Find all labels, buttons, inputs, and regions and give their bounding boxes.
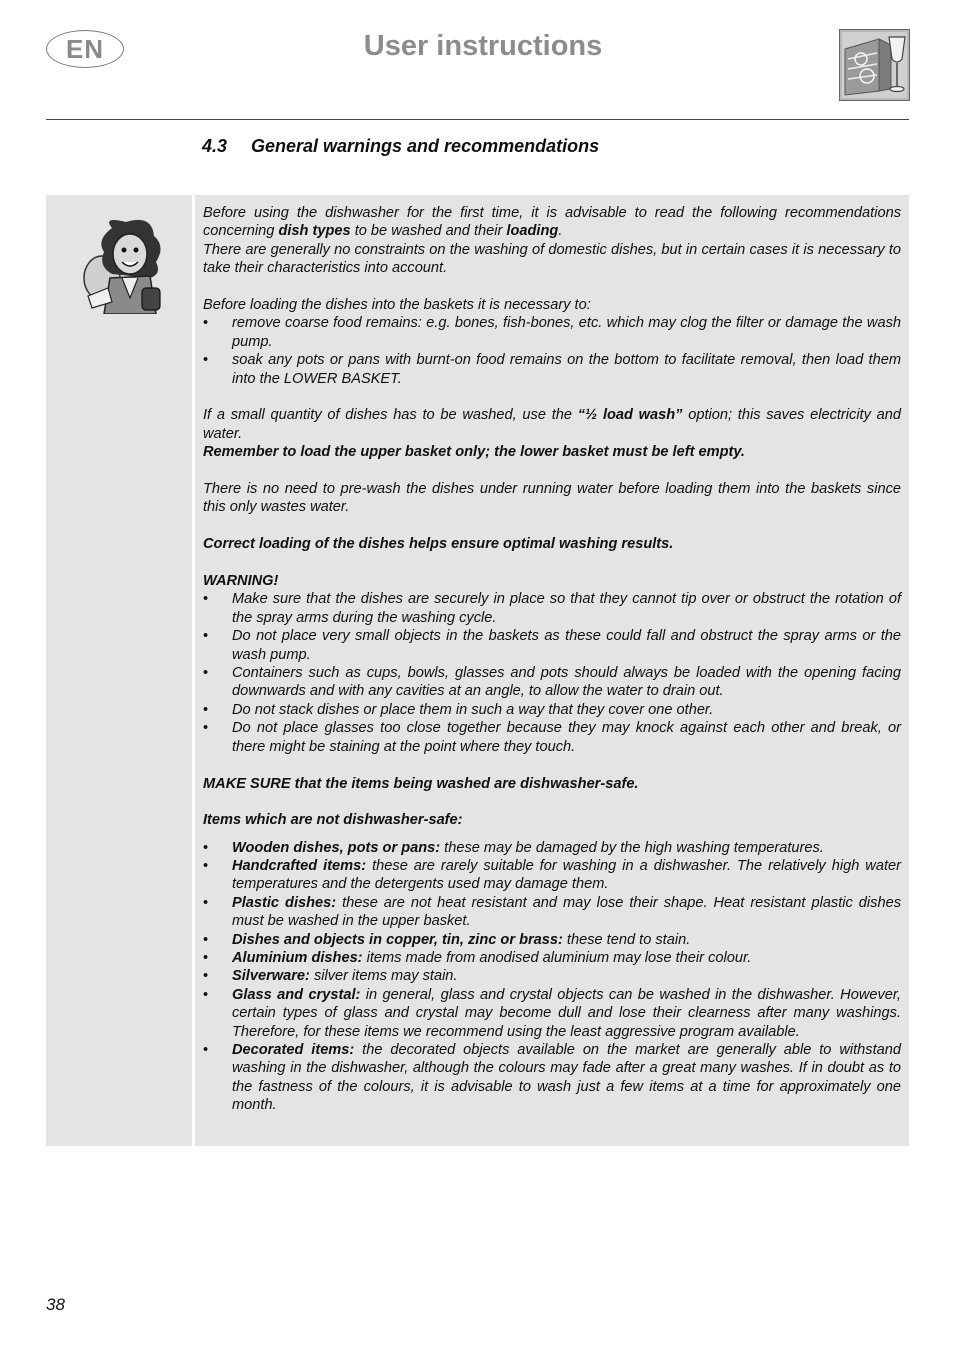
- item-term: Handcrafted items:: [232, 857, 367, 874]
- make-sure-bold: MAKE SURE that the items being washed are dishwasher-safe.: [203, 775, 639, 792]
- list-item: [203, 967, 901, 985]
- not-safe-label: Items which are not dishwasher-safe:: [203, 812, 463, 829]
- before-loading-heading: Before loading the dishes into the baskets it is necessary to:: [203, 297, 591, 314]
- list-item: • Do not place glasses too close together because they may knock against each other and break, or there might be staining at the point where they touch.: [203, 719, 901, 756]
- correct-loading-bold: Correct loading of the dishes helps ensure optimal washing results.: [203, 536, 674, 553]
- item-term: Silverware:: [232, 968, 310, 985]
- item-desc: items made from anodised aluminium may lose their colour.: [362, 949, 752, 966]
- before-loading-list: [203, 314, 901, 388]
- list-item: • Do not stack dishes or place them in such a way that they cover one other.: [203, 701, 901, 719]
- half-load-text: If a small quantity of dishes has to be washed, use the: [203, 407, 578, 424]
- page-header: [0, 0, 954, 122]
- item-desc: in general, glass and crystal objects can be washed in the dishwasher. However, certain types of glass and crystal may become dull and lose their clearness after many washings. Therefore, for these items we recommend using the least aggressive program available.: [232, 986, 901, 1040]
- list-item: [203, 857, 901, 894]
- warning-label: WARNING!: [203, 573, 279, 590]
- item-desc: these are rarely suitable for washing in a dishwasher. The relatively high water temperatures and the detergents used may damage them.: [232, 857, 901, 893]
- header-divider: [46, 119, 909, 120]
- content-body: [203, 204, 901, 1115]
- prewash-paragraph: There is no need to pre-wash the dishes under running water before loading them into the baskets since this only wastes water.: [203, 481, 901, 516]
- section-title: General warnings and recommendations: [251, 136, 600, 156]
- intro-term-dish-types: dish types: [278, 223, 351, 240]
- section-heading: [202, 136, 599, 157]
- item-term: Glass and crystal:: [232, 986, 361, 1003]
- not-safe-heading: [203, 811, 901, 829]
- item-desc: these tend to stain.: [562, 931, 691, 948]
- item-term: Wooden dishes, pots or pans:: [232, 839, 441, 856]
- intro-term-loading: loading: [506, 223, 559, 240]
- woman-mascot-illustration: [82, 218, 168, 314]
- item-desc: these are not heat resistant and may lose their shape. Heat resistant plastic dishes must be washed in the upper basket.: [232, 894, 901, 930]
- upper-basket-bold: Remember to load the upper basket only; the lower basket must be left empty.: [203, 444, 745, 461]
- dishwasher-glass-icon: [839, 29, 910, 101]
- half-load-paragraph: [203, 406, 901, 443]
- list-item: • Containers such as cups, bowls, glasses and pots should always be loaded with the opening facing downwards and with any cavities at an angle, to allow the water to drain out.: [203, 664, 901, 701]
- list-item: • remove coarse food remains: e.g. bones, fish-bones, etc. which may clog the filter or damage the wash pump.: [203, 314, 901, 351]
- item-term: Plastic dishes:: [232, 894, 337, 911]
- intro-text: .: [558, 223, 563, 240]
- list-item: • Make sure that the dishes are securely in place so that they cannot tip over or obstruct the rotation of the spray arms during the washing cycle.: [203, 590, 901, 627]
- page-number: 38: [46, 1295, 65, 1314]
- item-term: Decorated items:: [232, 1041, 355, 1058]
- content-panel: [195, 195, 909, 1146]
- list-item: [203, 894, 901, 931]
- item-desc: these may be damaged by the high washing temperatures.: [440, 839, 824, 856]
- item-desc: silver items may stain.: [309, 968, 458, 985]
- make-sure-note: [203, 775, 901, 793]
- item-term: Dishes and objects in copper, tin, zinc or brass:: [232, 931, 563, 948]
- language-badge: EN: [46, 30, 124, 68]
- not-safe-list: [203, 839, 901, 1115]
- upper-basket-note: [203, 443, 901, 461]
- list-item: [203, 949, 901, 967]
- intro-text: Before using the dishwasher for the first time, it is advisable to read the following recommendations concerning: [203, 205, 901, 240]
- warning-heading: [203, 572, 901, 590]
- sidebar-panel: [46, 195, 192, 1146]
- list-item: [203, 986, 901, 1041]
- warning-list: [203, 590, 901, 756]
- half-load-option: “½ load wash”: [577, 407, 683, 424]
- half-load-text: option; this saves electricity and water.: [203, 407, 902, 442]
- page-title: User instructions: [363, 30, 603, 62]
- list-item: • Do not place very small objects in the baskets as these could fall and obstruct the spray arms or the wash pump.: [203, 627, 901, 664]
- constraints-paragraph: There are generally no constraints on the washing of domestic dishes, but in certain cases it is necessary to take their characteristics into account.: [203, 241, 901, 277]
- list-item: [203, 839, 901, 857]
- item-desc: the decorated objects available on the market are generally able to withstand washing in the dishwasher, although the colours may fade after a great many washes. If in doubt as to the fastness of the colours, it is advisable to wash just a few items at a time for approximately one month.: [232, 1041, 901, 1114]
- intro-paragraph: [203, 204, 901, 241]
- list-item: • soak any pots or pans with burnt-on food remains on the bottom to facilitate removal, then load them into the LOWER BASKET.: [203, 351, 901, 388]
- item-term: Aluminium dishes:: [232, 949, 363, 966]
- list-item: [203, 931, 901, 949]
- section-number: 4.3: [202, 136, 228, 156]
- correct-loading-note: [203, 535, 901, 553]
- list-item: [203, 1041, 901, 1115]
- intro-text: to be washed and their: [350, 223, 507, 240]
